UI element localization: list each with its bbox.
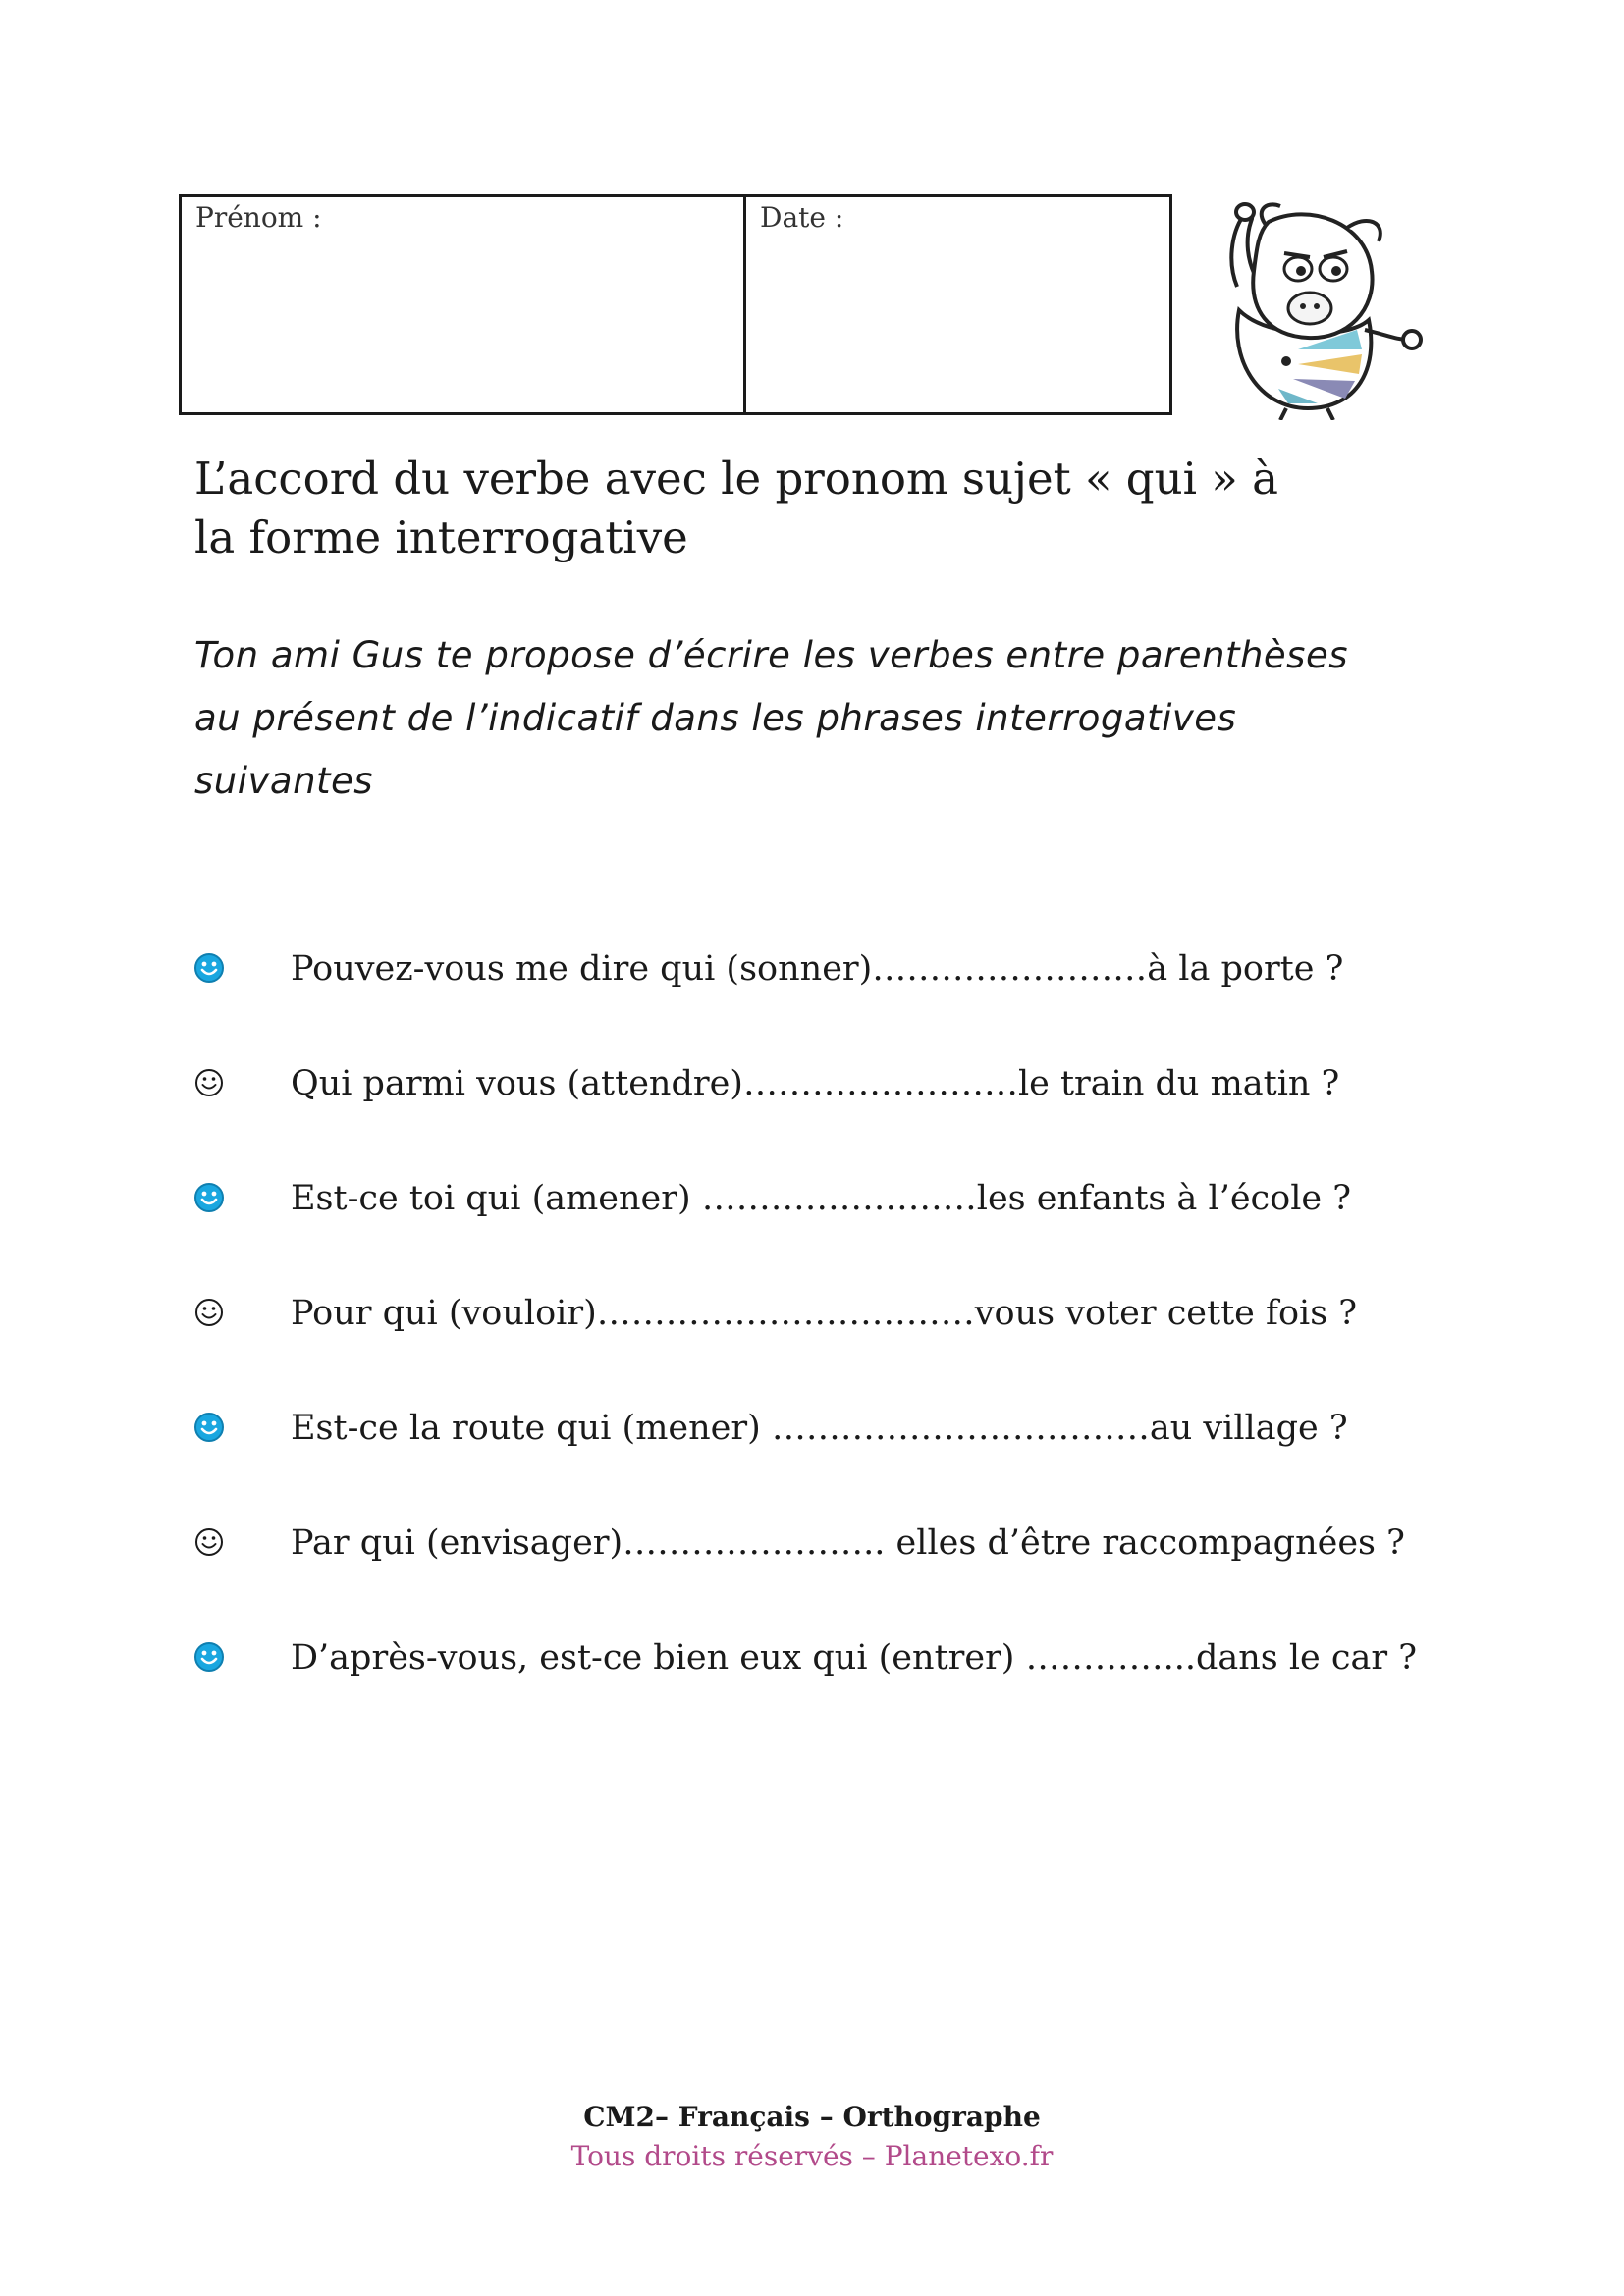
instructions-line-2: au présent de l’indicatif dans les phrases interrogatives — [194, 697, 1237, 739]
exercise-instructions — [194, 624, 1471, 813]
smiley-outline-icon — [192, 1296, 226, 1329]
exercise-item — [192, 1522, 1489, 1636]
exercise-sentence: D’après-vous, est-ce bien eux qui (entrer) …………...dans le car ? — [291, 1638, 1417, 1678]
exercise-sentence: Qui parmi vous (attendre)……………………le train du matin ? — [291, 1064, 1340, 1103]
smiley-filled-icon — [192, 1411, 226, 1444]
name-label: Prénom : — [195, 201, 322, 234]
exercise-sentence: Pour qui (vouloir)……………………………vous voter cette fois ? — [291, 1294, 1358, 1333]
date-field[interactable] — [746, 197, 1169, 412]
exercise-list — [192, 947, 1489, 1751]
footer-copyright: Tous droits réservés – Planetexo.fr — [570, 2140, 1054, 2172]
mascot-snout — [1288, 293, 1331, 324]
name-field[interactable] — [182, 197, 746, 412]
mascot-button — [1281, 356, 1291, 366]
smiley-filled-icon — [192, 1181, 226, 1214]
instructions-line-1: Ton ami Gus te propose d’écrire les verbes entre parenthèses — [194, 634, 1348, 676]
exercise-item — [192, 1177, 1489, 1292]
exercise-item — [192, 1407, 1489, 1522]
mascot-right-pupil — [1331, 266, 1341, 276]
title-line-1: L’accord du verbe avec le pronom sujet « qui » à — [194, 453, 1278, 505]
student-info-table — [179, 194, 1172, 415]
exercise-item — [192, 1062, 1489, 1177]
exercise-sentence: Pouvez-vous me dire qui (sonner)……………………à la porte ? — [291, 949, 1344, 988]
smiley-filled-icon — [192, 951, 226, 985]
date-label: Date : — [760, 201, 844, 234]
footer-subject: CM2– Français – Orthographe — [583, 2101, 1041, 2133]
exercise-item — [192, 1636, 1489, 1751]
gus-mascot-illustration — [1200, 192, 1426, 420]
mascot-left-pupil — [1296, 266, 1306, 276]
exercise-sentence: Est-ce toi qui (amener) ……………………les enfants à l’école ? — [291, 1179, 1352, 1218]
instructions-line-3: suivantes — [194, 760, 374, 802]
exercise-item — [192, 1292, 1489, 1407]
exercise-item — [192, 947, 1489, 1062]
smiley-outline-icon — [192, 1066, 226, 1099]
title-line-2: la forme interrogative — [194, 511, 688, 563]
mascot-right-foot — [1327, 408, 1333, 420]
smiley-outline-icon — [192, 1525, 226, 1559]
worksheet-title — [194, 450, 1324, 567]
mascot-raised-hand — [1236, 204, 1254, 220]
mascot-nostril-left — [1300, 303, 1306, 309]
mascot-left-foot — [1280, 408, 1286, 420]
smiley-filled-icon — [192, 1640, 226, 1674]
mascot-nostril-right — [1314, 303, 1320, 309]
mascot-side-hand — [1403, 331, 1421, 348]
exercise-sentence: Est-ce la route qui (mener) ……………………………au village ? — [291, 1409, 1348, 1448]
exercise-sentence: Par qui (envisager)………………….. elles d’être raccompagnées ? — [291, 1523, 1405, 1563]
